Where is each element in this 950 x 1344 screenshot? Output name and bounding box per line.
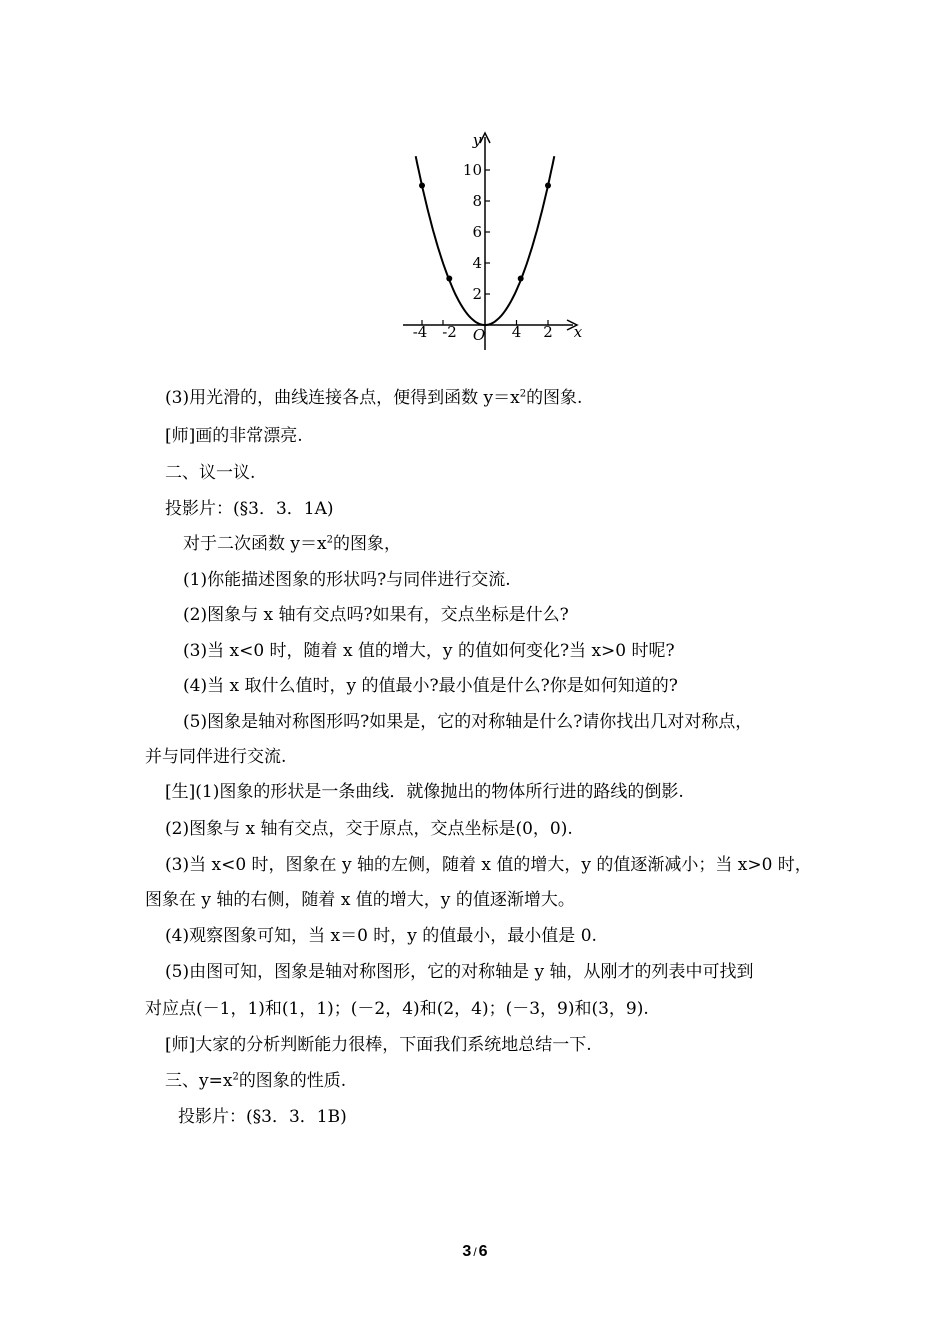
text-line-2: [师]画的非常漂亮. <box>165 426 303 446</box>
y-axis-label: y <box>472 131 482 149</box>
x-axis-label: x <box>573 323 583 341</box>
x-tick-label-0: -4 <box>412 323 428 341</box>
x-tick-label-1: -2 <box>442 323 457 341</box>
text-line-10: (5)图象是轴对称图形吗?如果是，它的对称轴是什么?请你找出几对对称点， <box>183 712 753 732</box>
y-tick-label-0: 10 <box>462 161 482 179</box>
text-line-13: (2)图象与 x 轴有交点，交于原点，交点坐标是(0，0). <box>165 819 573 839</box>
text-line-18: 对应点(－1，1)和(1，1)；(－2，4)和(2，4)；(－3，9)和(3，9). <box>145 999 649 1019</box>
parabola-graph <box>395 125 595 355</box>
text-line-17: (5)由图可知，图象是轴对称图形，它的对称轴是 y 轴，从刚才的列表中可找到 <box>165 962 754 982</box>
text-line-4: 投影片：(§3．3．1A) <box>165 499 334 519</box>
text-line-1: (3)用光滑的，曲线连接各点，便得到函数 $y=x^2$的图象. <box>165 388 583 408</box>
text-line-9: (4)当 x 取什么值时，y 的值最小?最小值是什么?你是如何知道的? <box>183 676 678 696</box>
plot-point-3 <box>545 183 551 189</box>
text-line-16: (4)观察图象可知，当 x＝0 时，y 的值最小，最小值是 0. <box>165 926 597 946</box>
text-line-14: (3)当 x<0 时，图象在 y 轴的左侧，随着 x 值的增大，y 的值逐渐减小；当 x>0 时， <box>165 855 812 875</box>
text-line-8: (3)当 x<0 时，随着 x 值的增大，y 的值如何变化?当 x>0 时呢? <box>183 641 675 661</box>
text-line-3: 二、议一议. <box>165 463 256 483</box>
text-line-12: [生](1)图象的形状是一条曲线．就像抛出的物体所行进的路线的倒影. <box>165 782 684 802</box>
text-line-15: 图象在 y 轴的右侧，随着 x 值的增大，y 的值逐渐增大。 <box>145 890 575 910</box>
text-line-5: 对于二次函数 $y=x^2$的图象， <box>183 534 401 554</box>
y-tick-label-4: 2 <box>472 285 482 303</box>
text-line-6: (1)你能描述图象的形状吗?与同伴进行交流. <box>183 570 511 590</box>
plot-point-2 <box>518 276 524 282</box>
plot-point-1 <box>446 276 452 282</box>
y-tick-label-3: 4 <box>472 254 482 272</box>
origin-label: O <box>472 326 486 344</box>
text-line-19: [师]大家的分析判断能力很棒，下面我们系统地总结一下. <box>165 1035 592 1055</box>
y-tick-label-2: 6 <box>472 223 482 241</box>
text-line-21: 投影片：(§3．3．1B) <box>178 1107 347 1127</box>
plot-point-0 <box>419 183 425 189</box>
page-number: 3 / 6 <box>462 1243 488 1260</box>
x-tick-label-2: 4 <box>511 323 522 341</box>
x-tick-label-3: 2 <box>543 323 553 341</box>
text-line-20: 三、$y=x^2$的图象的性质. <box>165 1071 347 1091</box>
y-tick-label-1: 8 <box>472 192 482 210</box>
text-line-11: 并与同伴进行交流. <box>145 747 287 767</box>
text-line-7: (2)图象与 x 轴有交点吗?如果有，交点坐标是什么? <box>183 605 569 625</box>
